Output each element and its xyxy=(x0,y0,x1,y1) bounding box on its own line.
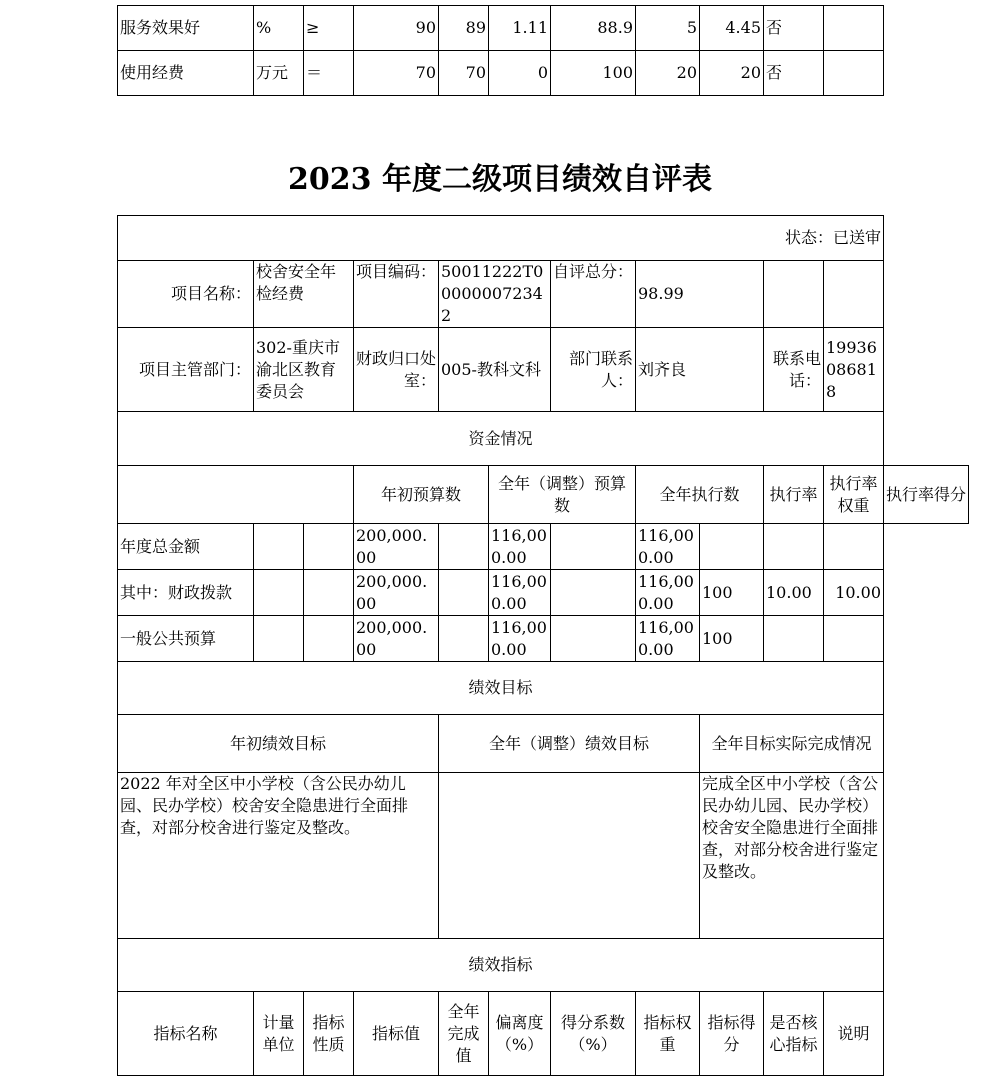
funds-row-label: 年度总金额 xyxy=(118,524,254,570)
goals-actual-text: 完成全区中小学校（含公民办幼儿园、民办学校）校舍安全隐患进行全面排查，对部分校舍进行鉴定及整改。 xyxy=(700,773,884,939)
funds-score xyxy=(824,616,884,662)
funds-initial: 200,000.00 xyxy=(354,524,439,570)
phone-value: 19936086818 xyxy=(824,328,884,412)
funds-executed: 116,000.00 xyxy=(636,616,700,662)
empty-cell xyxy=(824,261,884,328)
ind-header-score: 指标得分 xyxy=(700,992,764,1076)
indicator-deviation: 1.11 xyxy=(489,6,551,51)
contact-label: 部门联系人： xyxy=(551,328,636,412)
dept-label: 项目主管部门： xyxy=(118,328,254,412)
indicator-target: 90 xyxy=(354,6,439,51)
empty-cell xyxy=(304,524,354,570)
indicator-name: 使用经费 xyxy=(118,51,254,96)
indicator-core: 否 xyxy=(764,6,824,51)
empty-cell xyxy=(439,524,489,570)
funds-row xyxy=(118,524,969,570)
dept-value: 302-重庆市渝北区教育委员会 xyxy=(254,328,354,412)
indicator-note xyxy=(824,6,884,51)
funds-rate: 100 xyxy=(700,616,764,662)
goals-initial-text: 2022 年对全区中小学校（含公民办幼儿园、民办学校）校舍安全隐患进行全面排查，对部分校舍进行鉴定及整改。 xyxy=(118,773,439,939)
empty-cell xyxy=(439,570,489,616)
top-table-body xyxy=(118,6,884,96)
ind-header-unit: 计量单位 xyxy=(254,992,304,1076)
contact-value: 刘齐良 xyxy=(636,328,764,412)
indicator-note xyxy=(824,51,884,96)
funds-score xyxy=(824,524,884,570)
project-code-label: 项目编码： xyxy=(354,261,439,328)
goals-adjusted-text xyxy=(439,773,700,939)
funds-header-initial: 年初预算数 xyxy=(354,466,489,524)
indicator-operator: ≥ xyxy=(304,6,354,51)
ind-header-note: 说明 xyxy=(824,992,884,1076)
indicator-weight: 5 xyxy=(636,6,700,51)
funds-executed: 116,000.00 xyxy=(636,570,700,616)
indicator-unit: % xyxy=(254,6,304,51)
indicator-actual: 89 xyxy=(439,6,489,51)
ind-header-completed: 全年完成值 xyxy=(439,992,489,1076)
funds-score: 10.00 xyxy=(824,570,884,616)
empty-cell xyxy=(254,616,304,662)
info-row-project xyxy=(118,261,969,328)
indicator-target: 70 xyxy=(354,51,439,96)
funds-executed: 116,000.00 xyxy=(636,524,700,570)
funds-weight xyxy=(764,616,824,662)
indicator-actual: 70 xyxy=(439,51,489,96)
indicators-section-row xyxy=(118,939,969,992)
indicator-weight: 20 xyxy=(636,51,700,96)
empty-cell xyxy=(304,616,354,662)
funds-section-row xyxy=(118,412,969,466)
indicator-coefficient: 100 xyxy=(551,51,636,96)
funds-adjusted: 116,000.00 xyxy=(489,570,551,616)
funds-weight: 10.00 xyxy=(764,570,824,616)
empty-cell xyxy=(764,261,824,328)
funds-header-rate: 执行率 xyxy=(764,466,824,524)
phone-label: 联系电话： xyxy=(764,328,824,412)
self-score-label: 自评总分： xyxy=(551,261,636,328)
empty-cell xyxy=(254,524,304,570)
funds-row xyxy=(118,570,969,616)
empty-cell xyxy=(551,570,636,616)
indicator-name: 服务效果好 xyxy=(118,6,254,51)
funds-rate: 100 xyxy=(700,570,764,616)
empty-cell xyxy=(254,570,304,616)
funds-adjusted: 116,000.00 xyxy=(489,524,551,570)
ind-header-core: 是否核心指标 xyxy=(764,992,824,1076)
indicator-score: 4.45 xyxy=(700,6,764,51)
funds-row xyxy=(118,616,969,662)
indicator-deviation: 0 xyxy=(489,51,551,96)
ind-header-value: 指标值 xyxy=(354,992,439,1076)
empty-cell xyxy=(551,524,636,570)
empty-cell xyxy=(304,570,354,616)
funds-row-label: 其中：财政拨款 xyxy=(118,570,254,616)
status-text: 状态：已送审 xyxy=(118,216,884,261)
empty-cell xyxy=(551,616,636,662)
empty-cell xyxy=(118,466,354,524)
table-row xyxy=(118,6,884,51)
empty-cell xyxy=(439,616,489,662)
status-row xyxy=(118,216,969,261)
funds-rate xyxy=(700,524,764,570)
funds-initial: 200,000.00 xyxy=(354,570,439,616)
indicator-score: 20 xyxy=(700,51,764,96)
evaluation-table xyxy=(117,215,969,1076)
goals-header-adjusted: 全年（调整）绩效目标 xyxy=(439,715,700,773)
funds-adjusted: 116,000.00 xyxy=(489,616,551,662)
indicator-operator: ＝ xyxy=(304,51,354,96)
goals-header-initial: 年初绩效目标 xyxy=(118,715,439,773)
goals-section-row xyxy=(118,662,969,715)
project-name-label: 项目名称： xyxy=(118,261,254,328)
ind-header-weight: 指标权重 xyxy=(636,992,700,1076)
funds-header-rate-score: 执行率得分 xyxy=(884,466,969,524)
finance-value: 005-教科文科 xyxy=(439,328,551,412)
top-indicator-table xyxy=(117,5,884,96)
funds-header-row xyxy=(118,466,969,524)
page-title: 2023 年度二级项目绩效自评表 xyxy=(288,162,712,197)
indicators-section-title: 绩效指标 xyxy=(118,939,884,992)
funds-header-executed: 全年执行数 xyxy=(636,466,764,524)
goals-content-row xyxy=(118,773,969,939)
finance-label: 财政归口处室： xyxy=(354,328,439,412)
project-code-value: 50011222T000000072342 xyxy=(439,261,551,328)
project-name-value: 校舍安全年检经费 xyxy=(254,261,354,328)
indicator-core: 否 xyxy=(764,51,824,96)
indicators-header-row xyxy=(118,992,969,1076)
goals-header-actual: 全年目标实际完成情况 xyxy=(700,715,884,773)
indicator-coefficient: 88.9 xyxy=(551,6,636,51)
goals-section-title: 绩效目标 xyxy=(118,662,884,715)
funds-weight xyxy=(764,524,824,570)
funds-section-title: 资金情况 xyxy=(118,412,884,466)
goals-header-row xyxy=(118,715,969,773)
ind-header-nature: 指标性质 xyxy=(304,992,354,1076)
funds-header-adjusted: 全年（调整）预算数 xyxy=(489,466,636,524)
indicator-unit: 万元 xyxy=(254,51,304,96)
ind-header-deviation: 偏离度（%） xyxy=(489,992,551,1076)
funds-header-rate-weight: 执行率权重 xyxy=(824,466,884,524)
self-score-value: 98.99 xyxy=(636,261,764,328)
ind-header-name: 指标名称 xyxy=(118,992,254,1076)
funds-initial: 200,000.00 xyxy=(354,616,439,662)
table-row xyxy=(118,51,884,96)
funds-row-label: 一般公共预算 xyxy=(118,616,254,662)
ind-header-coef: 得分系数（%） xyxy=(551,992,636,1076)
info-row-dept xyxy=(118,328,969,412)
